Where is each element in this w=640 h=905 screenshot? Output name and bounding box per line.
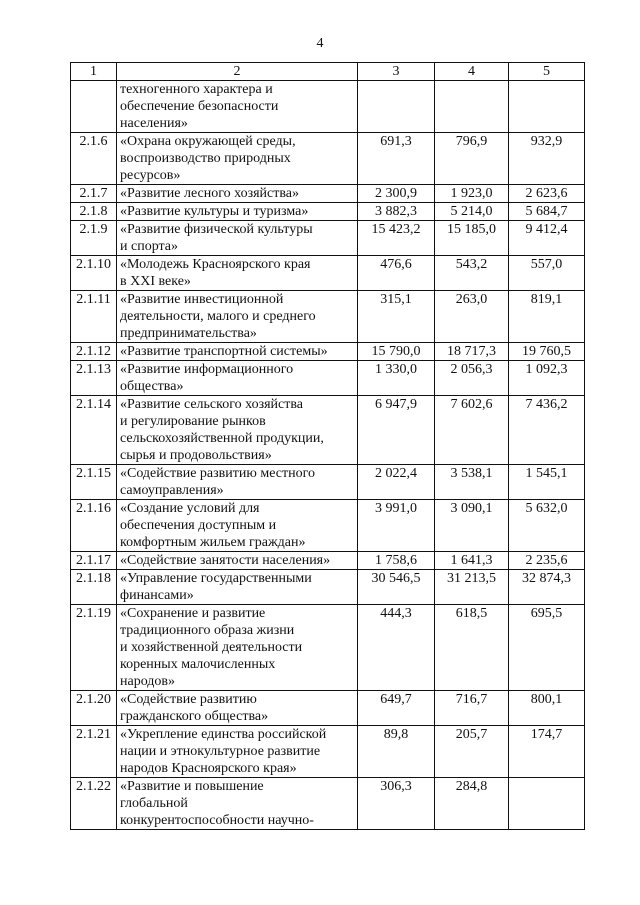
row-value-5: 5 684,7 — [509, 203, 585, 221]
header-cell-5: 5 — [509, 63, 585, 81]
row-name-line: финансами» — [120, 588, 194, 603]
row-value-5: 9 412,4 — [509, 221, 585, 256]
row-name-line: обеспечение безопасности — [120, 99, 279, 114]
table-row — [71, 552, 585, 570]
row-code: 2.1.13 — [71, 361, 117, 396]
row-value-4: 1 641,3 — [435, 552, 509, 570]
row-value-5: 695,5 — [509, 605, 585, 691]
row-name — [117, 465, 358, 500]
row-name-line: населения» — [120, 116, 188, 131]
row-value-3: 444,3 — [358, 605, 435, 691]
row-name-line: в XXI веке» — [120, 274, 191, 289]
row-value-4: 205,7 — [435, 726, 509, 778]
row-code: 2.1.20 — [71, 691, 117, 726]
row-value-5: 819,1 — [509, 291, 585, 343]
row-code: 2.1.7 — [71, 185, 117, 203]
row-code: 2.1.9 — [71, 221, 117, 256]
row-name-line: «Сохранение и развитие — [120, 606, 266, 621]
row-value-4: 31 213,5 — [435, 570, 509, 605]
table-row — [71, 291, 585, 343]
table-row — [71, 221, 585, 256]
row-name-line: общества» — [120, 379, 184, 394]
row-name-line: техногенного характера и — [120, 82, 273, 97]
row-name-line: обеспечения доступным и — [120, 518, 277, 533]
row-name-line: нации и этнокультурное развитие — [120, 744, 321, 759]
row-value-5: 1 545,1 — [509, 465, 585, 500]
row-name-line: «Развитие инвестиционной — [120, 292, 284, 307]
row-name-line: сырья и продовольствия» — [120, 448, 272, 463]
page-number: 4 — [316, 36, 324, 51]
row-name-line: конкурентоспособности научно- — [120, 813, 314, 828]
row-value-5: 19 760,5 — [509, 343, 585, 361]
row-name — [117, 343, 358, 361]
table-row — [71, 396, 585, 465]
table-row — [71, 500, 585, 552]
row-code: 2.1.17 — [71, 552, 117, 570]
row-name-line: «Развитие транспортной системы» — [120, 344, 328, 359]
row-value-4: 7 602,6 — [435, 396, 509, 465]
row-name — [117, 552, 358, 570]
table-row — [71, 343, 585, 361]
row-name-line: предпринимательства» — [120, 326, 257, 341]
row-code: 2.1.22 — [71, 778, 117, 830]
header-cell-2: 2 — [117, 63, 358, 81]
table-row — [71, 778, 585, 830]
row-value-4: 5 214,0 — [435, 203, 509, 221]
row-name — [117, 396, 358, 465]
row-value-3: 2 300,9 — [358, 185, 435, 203]
row-name-line: и хозяйственной деятельности — [120, 640, 303, 655]
row-value-3: 3 991,0 — [358, 500, 435, 552]
row-name-line: самоуправления» — [120, 483, 224, 498]
row-value-5: 932,9 — [509, 133, 585, 185]
row-name — [117, 221, 358, 256]
row-name — [117, 256, 358, 291]
row-code: 2.1.18 — [71, 570, 117, 605]
row-value-3: 15 423,2 — [358, 221, 435, 256]
row-value-4: 263,0 — [435, 291, 509, 343]
row-value-4: 3 090,1 — [435, 500, 509, 552]
table-row — [71, 185, 585, 203]
row-name-line: воспроизводство природных — [120, 151, 291, 166]
row-code: 2.1.12 — [71, 343, 117, 361]
row-code: 2.1.15 — [71, 465, 117, 500]
row-value-4: 618,5 — [435, 605, 509, 691]
row-value-5: 2 235,6 — [509, 552, 585, 570]
row-value-5: 7 436,2 — [509, 396, 585, 465]
row-code: 2.1.11 — [71, 291, 117, 343]
row-name — [117, 726, 358, 778]
row-name — [117, 778, 358, 830]
row-name-line: и регулирование рынков — [120, 414, 266, 429]
row-value-3: 476,6 — [358, 256, 435, 291]
row-code: 2.1.14 — [71, 396, 117, 465]
row-name-line: народов» — [120, 674, 176, 689]
row-code — [71, 81, 117, 133]
row-name-line: деятельности, малого и среднего — [120, 309, 316, 324]
row-value-5: 557,0 — [509, 256, 585, 291]
row-name — [117, 570, 358, 605]
header-cell-4: 4 — [435, 63, 509, 81]
row-value-5: 32 874,3 — [509, 570, 585, 605]
row-code: 2.1.19 — [71, 605, 117, 691]
row-value-5: 800,1 — [509, 691, 585, 726]
row-value-5 — [509, 778, 585, 830]
row-value-3: 1 758,6 — [358, 552, 435, 570]
row-value-4: 2 056,3 — [435, 361, 509, 396]
table-row — [71, 133, 585, 185]
row-name-line: и спорта» — [120, 239, 179, 254]
row-value-4: 1 923,0 — [435, 185, 509, 203]
row-value-3: 315,1 — [358, 291, 435, 343]
row-name-line: «Укрепление единства российской — [120, 727, 327, 742]
row-value-3: 1 330,0 — [358, 361, 435, 396]
table-row — [71, 203, 585, 221]
table-row — [71, 691, 585, 726]
row-value-3 — [358, 81, 435, 133]
row-value-3: 649,7 — [358, 691, 435, 726]
row-name-line: «Создание условий для — [120, 501, 260, 516]
row-value-3: 2 022,4 — [358, 465, 435, 500]
row-value-5: 1 092,3 — [509, 361, 585, 396]
row-name-line: «Управление государственными — [120, 571, 312, 586]
row-value-4: 3 538,1 — [435, 465, 509, 500]
row-value-5: 5 632,0 — [509, 500, 585, 552]
row-name — [117, 691, 358, 726]
row-name-line: «Развитие культуры и туризма» — [120, 204, 309, 219]
row-value-5: 174,7 — [509, 726, 585, 778]
row-name-line: ресурсов» — [120, 168, 181, 183]
row-value-4 — [435, 81, 509, 133]
row-value-3: 6 947,9 — [358, 396, 435, 465]
row-name-line: «Развитие физической культуры — [120, 222, 313, 237]
row-name — [117, 81, 358, 133]
table-row — [71, 570, 585, 605]
row-name-line: «Развитие информационного — [120, 362, 294, 377]
row-code: 2.1.6 — [71, 133, 117, 185]
row-name-line: «Развитие и повышение — [120, 779, 264, 794]
row-name-line: глобальной — [120, 796, 188, 811]
row-code: 2.1.16 — [71, 500, 117, 552]
table-row — [71, 256, 585, 291]
row-name — [117, 605, 358, 691]
row-value-5 — [509, 81, 585, 133]
row-name-line: коренных малочисленных — [120, 657, 276, 672]
table-row — [71, 726, 585, 778]
row-code: 2.1.10 — [71, 256, 117, 291]
row-value-4: 796,9 — [435, 133, 509, 185]
table-row — [71, 361, 585, 396]
row-code: 2.1.8 — [71, 203, 117, 221]
row-name-line: сельскохозяйственной продукции, — [120, 431, 324, 446]
row-name-line: гражданского общества» — [120, 709, 269, 724]
row-name-line: народов Красноярского края» — [120, 761, 297, 776]
row-name-line: «Охрана окружающей среды, — [120, 134, 296, 149]
row-name — [117, 500, 358, 552]
row-value-3: 306,3 — [358, 778, 435, 830]
row-name-line: «Содействие развитию местного — [120, 466, 315, 481]
row-name-line: «Содействие развитию — [120, 692, 257, 707]
row-name-line: «Содействие занятости населения» — [120, 553, 331, 568]
row-name-line: «Развитие сельского хозяйства — [120, 397, 304, 412]
row-name-line: традиционного образа жизни — [120, 623, 295, 638]
row-value-5: 2 623,6 — [509, 185, 585, 203]
row-value-4: 716,7 — [435, 691, 509, 726]
row-value-3: 30 546,5 — [358, 570, 435, 605]
row-value-3: 691,3 — [358, 133, 435, 185]
header-row — [71, 63, 585, 81]
row-value-4: 15 185,0 — [435, 221, 509, 256]
row-value-3: 89,8 — [358, 726, 435, 778]
row-name — [117, 203, 358, 221]
table-body — [71, 81, 585, 830]
row-value-4: 18 717,3 — [435, 343, 509, 361]
row-name-line: «Молодежь Красноярского края — [120, 257, 311, 272]
row-name — [117, 361, 358, 396]
row-value-4: 284,8 — [435, 778, 509, 830]
header-cell-3: 3 — [358, 63, 435, 81]
budget-table — [70, 62, 585, 830]
row-name — [117, 291, 358, 343]
header-cell-1: 1 — [71, 63, 117, 81]
row-code: 2.1.21 — [71, 726, 117, 778]
row-value-3: 3 882,3 — [358, 203, 435, 221]
table-row — [71, 465, 585, 500]
row-name-line: «Развитие лесного хозяйства» — [120, 186, 300, 201]
row-name — [117, 133, 358, 185]
row-value-3: 15 790,0 — [358, 343, 435, 361]
row-value-4: 543,2 — [435, 256, 509, 291]
table-row — [71, 605, 585, 691]
row-name-line: комфортным жильем граждан» — [120, 535, 306, 550]
row-name — [117, 185, 358, 203]
table-row — [71, 81, 585, 133]
